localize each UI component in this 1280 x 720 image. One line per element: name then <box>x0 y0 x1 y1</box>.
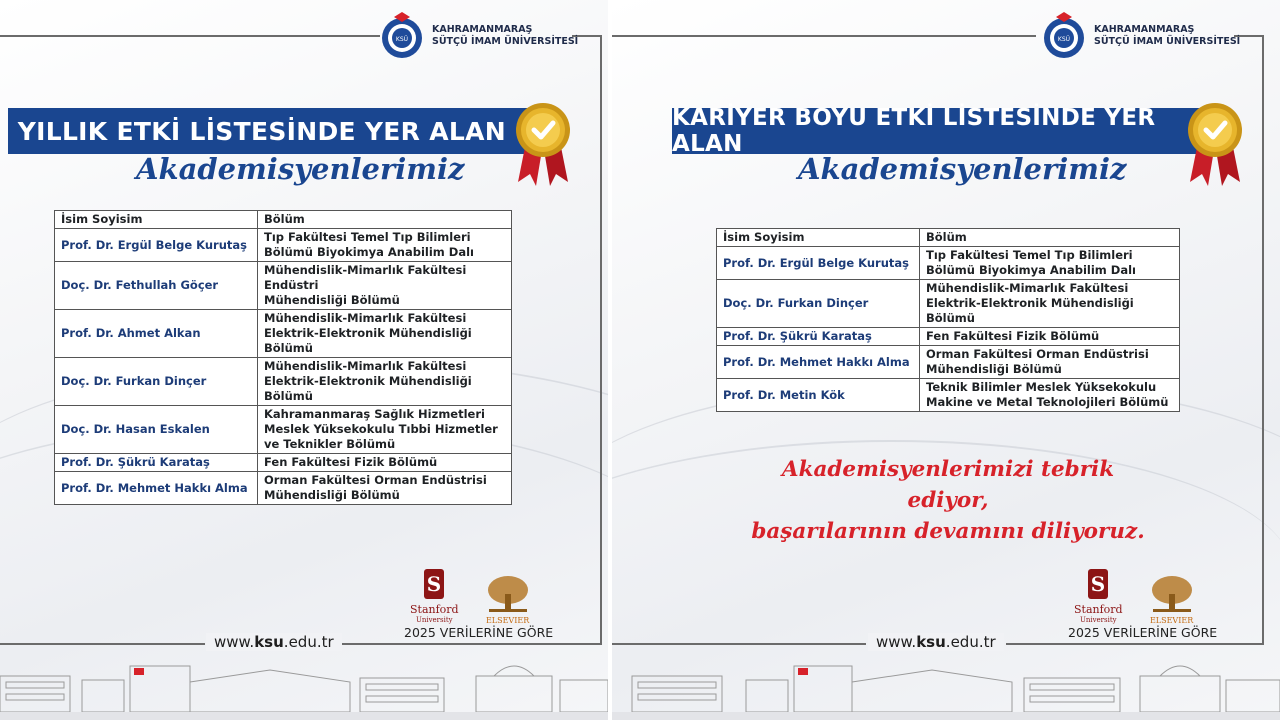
university-seal-icon <box>380 12 424 60</box>
gold-medal-icon <box>1184 102 1246 188</box>
table-row <box>55 472 512 505</box>
table-header-row <box>717 229 1180 247</box>
elsevier-tree-icon <box>485 574 531 614</box>
department-line: Mühendisliği Bölümü <box>926 362 1062 376</box>
department-line: Orman Fakültesi Orman Endüstrisi <box>926 347 1149 361</box>
academic-name: Prof. Dr. Şükrü Karataş <box>55 454 258 472</box>
university-name-line1: KAHRAMANMARAŞ <box>432 24 533 35</box>
department-line: Fen Fakültesi Fizik Bölümü <box>926 329 1100 343</box>
table-row <box>55 262 512 310</box>
table-row <box>717 247 1180 280</box>
department-line: Mühendislik-Mimarlık Fakültesi <box>264 263 467 277</box>
table-row <box>717 328 1180 346</box>
right-poster <box>612 0 1280 720</box>
congratulations-message <box>748 454 1148 547</box>
website-link[interactable] <box>206 633 342 651</box>
website-suffix: .edu.tr <box>283 633 334 651</box>
academic-department <box>258 310 512 358</box>
subtitle: Akademisyenlerimiz <box>136 152 465 186</box>
department-line: Mühendislik-Mimarlık Fakültesi <box>264 311 467 325</box>
university-name-line2: SÜTÇÜ İMAM ÜNİVERSİTESİ <box>432 36 579 47</box>
table-row <box>55 358 512 406</box>
frame-line <box>342 643 602 645</box>
table-row <box>717 346 1180 379</box>
website-prefix: www. <box>876 633 917 651</box>
frame-line <box>0 643 205 645</box>
stanford-logo <box>410 568 459 625</box>
elsevier-logo <box>485 574 531 625</box>
list-title-banner: YILLIK ETKİ LİSTESİNDE YER ALAN <box>8 108 538 154</box>
academic-name: Prof. Dr. Ergül Belge Kurutaş <box>717 247 920 280</box>
left-poster <box>0 0 608 720</box>
department-line: Meslek Yüksekokulu Tıbbi Hizmetler <box>264 422 498 436</box>
department-line: Mühendisliği Bölümü <box>264 293 400 307</box>
website-link[interactable] <box>868 633 1004 651</box>
academic-name: Prof. Dr. Ergül Belge Kurutaş <box>55 229 258 262</box>
department-line: Tıp Fakültesi Temel Tıp Bilimleri <box>264 230 471 244</box>
academic-name: Prof. Dr. Metin Kök <box>717 379 920 412</box>
department-line: Endüstri <box>264 278 319 292</box>
congrats-line: Akademisyenlerimizi tebrik ediyor, <box>781 457 1115 513</box>
stanford-sub: University <box>415 616 453 624</box>
website-domain: ksu <box>916 633 946 651</box>
academic-department <box>258 262 512 310</box>
elsevier-tree-icon <box>1149 574 1195 614</box>
header-name: İsim Soyisim <box>55 211 258 229</box>
source-note: 2025 VERİLERİNE GÖRE <box>404 625 554 640</box>
frame-line <box>600 35 602 643</box>
elsevier-logo <box>1149 574 1195 625</box>
department-line: Elektrik-Elektronik Mühendisliği <box>926 296 1134 310</box>
frame-line <box>1262 35 1264 643</box>
department-line: Elektrik-Elektronik Mühendisliği <box>264 326 472 340</box>
department-line: Mühendislik-Mimarlık Fakültesi <box>926 281 1129 295</box>
department-line: Bölümü Biyokimya Anabilim Dalı <box>264 245 474 259</box>
table-row <box>55 229 512 262</box>
stanford-name: Stanford <box>410 603 459 616</box>
academic-name: Doç. Dr. Fethullah Göçer <box>55 262 258 310</box>
campus-skyline-illustration <box>0 652 608 720</box>
academic-department <box>258 358 512 406</box>
table-row <box>717 379 1180 412</box>
frame-line <box>1006 643 1264 645</box>
department-line: Teknik Bilimler Meslek Yüksekokulu <box>926 380 1157 394</box>
header-department: Bölüm <box>920 229 1180 247</box>
congrats-line: başarılarının devamını diliyoruz. <box>751 519 1145 544</box>
frame-line <box>612 643 866 645</box>
academic-name: Prof. Dr. Şükrü Karataş <box>717 328 920 346</box>
table-row <box>55 310 512 358</box>
department-line: Makine ve Metal Teknolojileri Bölümü <box>926 395 1169 409</box>
table-header-row <box>55 211 512 229</box>
academics-table <box>54 210 512 505</box>
academic-department <box>920 280 1180 328</box>
table-row <box>55 406 512 454</box>
list-title-banner: KARİYER BOYU ETKİ LİSTESİNDE YER ALAN <box>672 108 1212 154</box>
academic-name: Doç. Dr. Hasan Eskalen <box>55 406 258 454</box>
academic-name: Doç. Dr. Furkan Dinçer <box>55 358 258 406</box>
stanford-tree-icon <box>1087 568 1109 600</box>
svg-text:KSÜ: KSÜ <box>395 36 409 43</box>
department-line: Bölümü <box>926 311 975 325</box>
elsevier-name: ELSEVIER <box>1149 616 1194 625</box>
academic-name: Doç. Dr. Furkan Dinçer <box>717 280 920 328</box>
academic-department <box>920 379 1180 412</box>
university-logo <box>1034 12 1248 60</box>
department-line: Mühendislik-Mimarlık Fakültesi <box>264 359 467 373</box>
subtitle: Akademisyenlerimiz <box>798 152 1127 186</box>
stanford-logo <box>1074 568 1123 625</box>
academic-department <box>920 247 1180 280</box>
website-domain: ksu <box>254 633 284 651</box>
table-row <box>717 280 1180 328</box>
department-line: Tıp Fakültesi Temel Tıp Bilimleri <box>926 248 1133 262</box>
svg-text:S: S <box>427 572 442 596</box>
svg-text:S: S <box>1091 572 1106 596</box>
table-row <box>55 454 512 472</box>
stanford-tree-icon <box>423 568 445 600</box>
header-department: Bölüm <box>258 211 512 229</box>
academic-department <box>920 346 1180 379</box>
footer-logos <box>1074 568 1195 625</box>
header-name: İsim Soyisim <box>717 229 920 247</box>
footer-logos <box>410 568 531 625</box>
university-logo <box>372 12 586 60</box>
academic-name: Prof. Dr. Ahmet Alkan <box>55 310 258 358</box>
academics-table <box>716 228 1180 412</box>
department-line: Bölümü <box>264 389 313 403</box>
academic-department <box>920 328 1180 346</box>
campus-skyline-illustration <box>612 652 1280 720</box>
website-suffix: .edu.tr <box>945 633 996 651</box>
academic-department <box>258 229 512 262</box>
website-prefix: www. <box>214 633 255 651</box>
department-line: Orman Fakültesi Orman Endüstrisi <box>264 473 487 487</box>
department-line: Mühendisliği Bölümü <box>264 488 400 502</box>
table-body <box>717 229 1180 412</box>
stanford-sub: University <box>1079 616 1117 624</box>
department-line: Fen Fakültesi Fizik Bölümü <box>264 455 438 469</box>
academic-department <box>258 454 512 472</box>
gold-medal-icon <box>512 102 574 188</box>
stanford-name: Stanford <box>1074 603 1123 616</box>
table-body <box>55 211 512 505</box>
department-line: Bölümü <box>264 341 313 355</box>
academic-department <box>258 406 512 454</box>
university-seal-icon <box>1042 12 1086 60</box>
frame-line <box>0 35 380 37</box>
university-name-line2: SÜTÇÜ İMAM ÜNİVERSİTESİ <box>1094 36 1241 47</box>
academic-name: Prof. Dr. Mehmet Hakkı Alma <box>55 472 258 505</box>
department-line: ve Teknikler Bölümü <box>264 437 396 451</box>
department-line: Kahramanmaraş Sağlık Hizmetleri <box>264 407 485 421</box>
academic-department <box>258 472 512 505</box>
department-line: Elektrik-Elektronik Mühendisliği <box>264 374 472 388</box>
svg-text:KSÜ: KSÜ <box>1057 36 1071 43</box>
frame-line <box>612 35 1036 37</box>
university-name-line1: KAHRAMANMARAŞ <box>1094 24 1195 35</box>
source-note: 2025 VERİLERİNE GÖRE <box>1068 625 1218 640</box>
academic-name: Prof. Dr. Mehmet Hakkı Alma <box>717 346 920 379</box>
elsevier-name: ELSEVIER <box>485 616 530 625</box>
department-line: Bölümü Biyokimya Anabilim Dalı <box>926 263 1136 277</box>
